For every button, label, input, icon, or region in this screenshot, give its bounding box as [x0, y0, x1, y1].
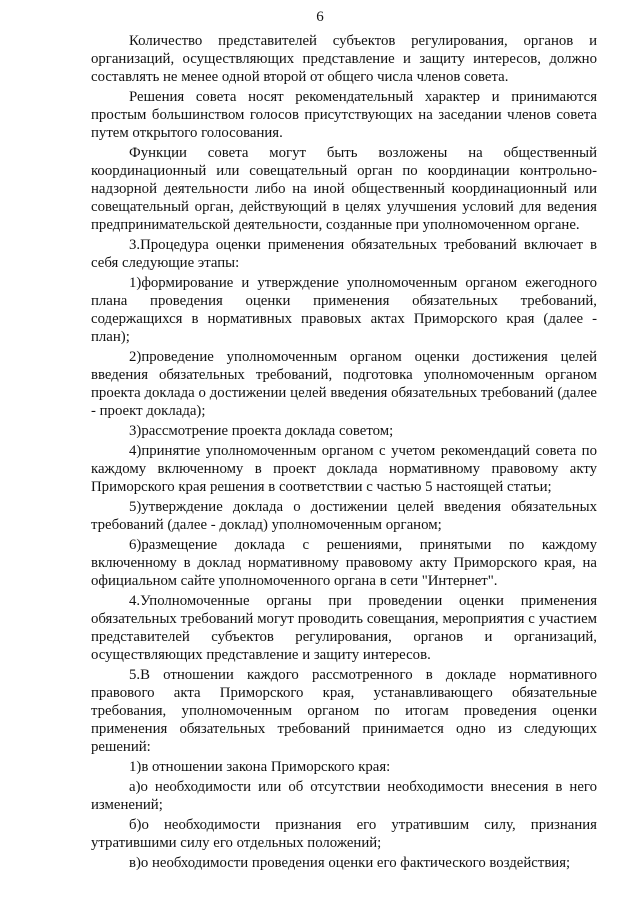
subitem-a: а)о необходимости или об отсутствии необходимости внесения в него изменений; — [91, 779, 597, 813]
paragraph-section-3: 3.Процедура оценки применения обязательных требований включает в себя следующие этапы: — [91, 237, 597, 271]
paragraph-section-4: 4.Уполномоченные органы при проведении оценки применения обязательных требований могут проводить совещания, мероприятия с участием представителей субъектов регулирования, органов и организаций, осуществляющих представление и защиту интересов. — [91, 593, 597, 663]
list-item-1: 1)формирование и утверждение уполномоченным органом ежегодного плана проведения оценки применения обязательных требований, содержащихся в нормативных правовых актах Приморского края (далее - план); — [91, 275, 597, 345]
document-body — [91, 32, 597, 872]
list-item-6: 6)размещение доклада с решениями, принятыми по каждому включенному в доклад нормативному правовому акту Приморского края, на официальном сайте уполномоченного органа в сети "Интернет". — [91, 537, 597, 589]
subitem-v: в)о необходимости проведения оценки его фактического воздействия; — [129, 855, 571, 871]
paragraph-council-functions: Функции совета могут быть возложены на общественный координационный или совещательный орган по координации контрольно-надзорной деятельности либо на иной общественный координационный или совещательный орган, действующий в целях улучшения условий для ведения предпринимательской деятельности, созданные при уполномоченном органе. — [91, 145, 597, 233]
subitem-1: 1)в отношении закона Приморского края: — [129, 759, 391, 775]
page-number: 6 — [316, 9, 324, 25]
list-item-4: 4)принятие уполномоченным органом с учетом рекомендаций совета по каждому включенному в проект доклада нормативному правовому акту Приморского края решения в соответствии с частью 5 настоящей статьи; — [91, 443, 597, 495]
list-item-5: 5)утверждение доклада о достижении целей введения обязательных требований (далее - доклад) уполномоченным органом; — [91, 499, 597, 533]
paragraph-section-5: 5.В отношении каждого рассмотренного в докладе нормативного правового акта Приморского края, устанавливающего обязательные требования, уполномоченным органом по итогам проведения оценки применения обязательных требований принимается одно из следующих решений: — [91, 667, 597, 755]
paragraph-decisions: Решения совета носят рекомендательный характер и принимаются простым большинством голосов присутствующих на заседании членов совета путем открытого голосования. — [91, 89, 597, 141]
subitem-b: б)о необходимости признания его утратившим силу, признания утратившими силу его отдельных положений; — [91, 817, 597, 851]
list-item-3: 3)рассмотрение проекта доклада советом; — [129, 423, 394, 439]
paragraph-members-count: Количество представителей субъектов регулирования, органов и организаций, осуществляющих представление и защиту интересов, должно составлять не менее одной второй от общего числа членов совета. — [91, 33, 597, 85]
list-item-2: 2)проведение уполномоченным органом оценки достижения целей введения обязательных требований, подготовка уполномоченным органом проекта доклада о достижении целей введения обязательных требований (далее - проект доклада); — [91, 349, 597, 419]
